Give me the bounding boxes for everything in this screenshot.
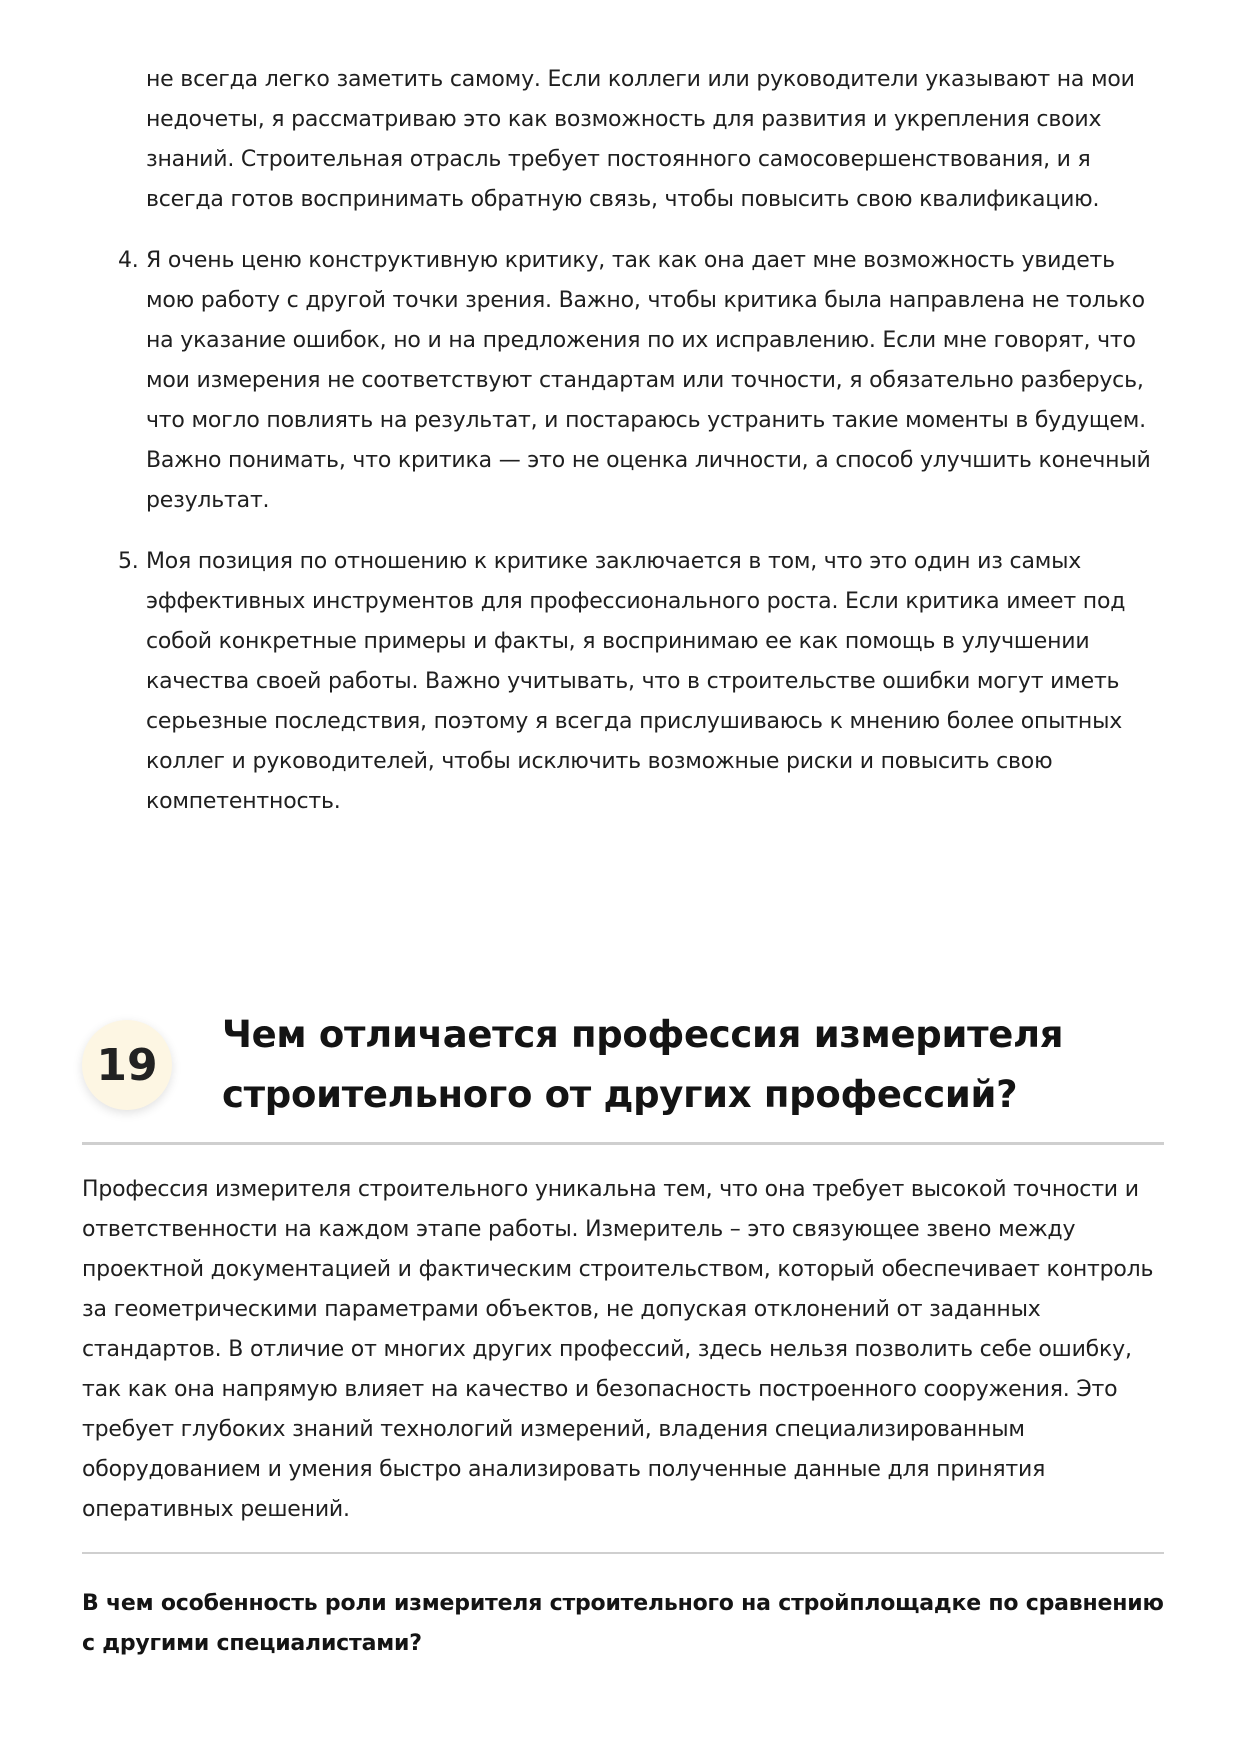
question-section: [82, 1010, 1164, 1664]
answer-item: [118, 542, 1166, 822]
answer-item: [118, 241, 1166, 521]
answer-item-text: Моя позиция по отношению к критике заключается в том, что это один из самых эффективных инструментов для профессионального роста. Если критика имеет под собой конкретные примеры и факты, я воспринимаю ее как помощь в улучшении качества своей работы. Важно учитывать, что в строительстве ошибки могут иметь серьезные последствия, поэтому я всегда прислушиваюсь к мнению более опытных коллег и руководителей, чтобы исключить возможные риски и повысить свою компетентность.: [146, 549, 1126, 814]
answer-list: [118, 60, 1166, 843]
question-title: Чем отличается профессия измерителя строительного от других профессий?: [222, 1013, 1064, 1116]
answer-item-number: 4.: [118, 248, 139, 273]
answer-item-text: не всегда легко заметить самому. Если коллеги или руководители указывают на мои недочеты, я рассматриваю это как возможность для развития и укрепления своих знаний. Строительная отрасль требует постоянного самосовершенствования, и я всегда готов воспринимать обратную связь, чтобы повысить свою квалификацию.: [146, 67, 1135, 212]
question-header: [82, 1010, 1164, 1145]
sub-question-heading: В чем особенность роли измерителя строительного на стройплощадке по сравнению с другими специалистами?: [82, 1591, 1164, 1656]
answer-item-number: 5.: [118, 549, 139, 574]
question-answer: Профессия измерителя строительного уникальна тем, что она требует высокой точности и ответственности на каждом этапе работы. Измеритель – это связующее звено между проектной документацией и фактическим строительством, который обеспечивает контроль за геометрическими параметрами объектов, не допуская отклонений от заданных стандартов. В отличие от многих других профессий, здесь нельзя позволить себе ошибку, так как она напрямую влияет на качество и безопасность построенного сооружения. Это требует глубоких знаний технологий измерений, владения специализированным оборудованием и умения быстро анализировать полученные данные для принятия оперативных решений.: [82, 1177, 1154, 1522]
section-divider: [82, 1552, 1164, 1554]
answer-item-text: Я очень ценю конструктивную критику, так как она дает мне возможность увидеть мою работу с другой точки зрения. Важно, чтобы критика была направлена не только на указание ошибок, но и на предложения по их исправлению. Если мне говорят, что мои измерения не соответствуют стандартам или точности, я обязательно разберусь, что могло повлиять на результат, и постараюсь устранить такие моменты в будущем. Важно понимать, что критика — это не оценка личности, а способ улучшить конечный результат.: [146, 248, 1151, 513]
question-number-badge: 19: [82, 1020, 172, 1110]
answer-item: [146, 60, 1166, 220]
